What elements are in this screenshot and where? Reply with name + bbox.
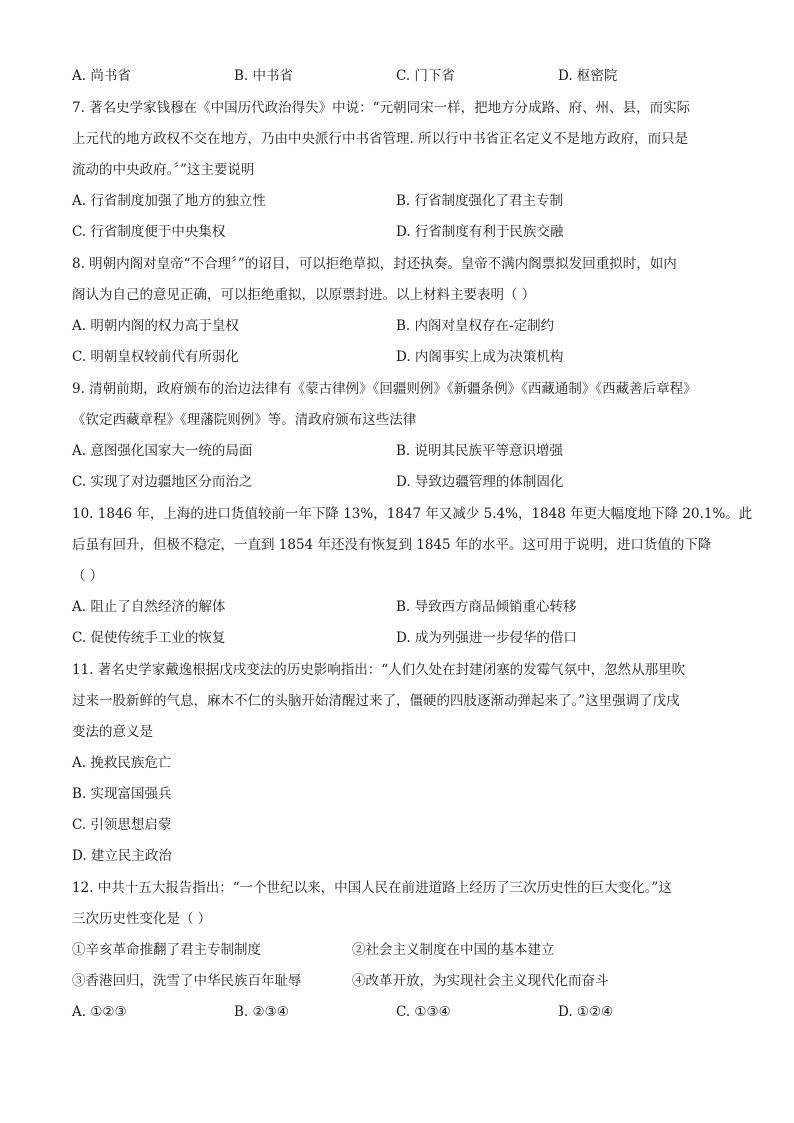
q9-stem-line: 9. 清朝前期，政府颁布的治边法律有《蒙古律例》《回疆则例》《新疆条例》《西藏通制》《西藏善后章程》 <box>72 381 697 397</box>
q9-option-b[interactable]: B. 说明其民族平等意识增强 <box>396 443 564 459</box>
q12-item-3: ③香港回归，洗雪了中华民族百年耻辱 <box>72 973 302 989</box>
q11-option-d[interactable]: D. 建立民主政治 <box>72 848 172 864</box>
q10-stem-line: （ ） <box>72 568 104 584</box>
q12-item-2: ②社会主义制度在中国的基本建立 <box>352 942 555 958</box>
q7-option-d[interactable]: D. 行省制度有利于民族交融 <box>396 224 564 240</box>
q12-option-d[interactable]: D. ①②④ <box>558 1004 614 1020</box>
q10-stem-line: 10. 1846 年，上海的进口货值较前一年下降 13%，1847 年又减少 5.4%，1848 年更大幅度地下降 20.1%。此 <box>72 506 753 522</box>
q8-option-d[interactable]: D. 内阁事实上成为决策机构 <box>396 349 564 365</box>
q12-stem-line: 三次历史性变化是（ ） <box>72 911 212 927</box>
q6-option-b[interactable]: B. 中书省 <box>234 68 294 84</box>
q12-option-b[interactable]: B. ②③④ <box>234 1004 289 1020</box>
q7-stem-line: 流动的中央政府。〞”这主要说明 <box>72 162 255 178</box>
q9-stem-line: 《钦定西藏章程》《理藩院则例》等。清政府颁布这些法律 <box>72 412 417 428</box>
q10-option-b[interactable]: B. 导致西方商品倾销重心转移 <box>396 599 577 615</box>
q8-stem-line: 阁认为自己的意见正确，可以拒绝重拟，以原票封进。以上材料主要表明（ ） <box>72 287 536 303</box>
q8-stem-line: 8. 明朝内阁对皇帝“不合理〞”的诏目，可以拒绝草拟，封还执奏。皇帝不满内阁票拟发回重拟时，如内 <box>72 256 677 272</box>
q10-option-d[interactable]: D. 成为列强进一步侵华的借口 <box>396 630 577 646</box>
q9-option-c[interactable]: C. 实现了对边疆地区分而治之 <box>72 474 253 490</box>
q7-option-b[interactable]: B. 行省制度强化了君主专制 <box>396 193 564 209</box>
q7-stem-line: 上元代的地方政权不交在地方，乃由中央派行中书省管理. 所以行中书省正名定义不是地方政府，而只是 <box>72 131 689 147</box>
q8-option-b[interactable]: B. 内阁对皇权存在-定制约 <box>396 318 555 334</box>
q9-option-d[interactable]: D. 导致边疆管理的体制固化 <box>396 474 564 490</box>
q11-stem-line: 过来一股新鲜的气息，麻木不仁的头脑开始清醒过来了，僵硬的四肢逐渐动弹起来了。”这里强调了戊戌 <box>72 693 680 709</box>
q7-option-a[interactable]: A. 行省制度加强了地方的独立性 <box>72 193 266 209</box>
q11-option-c[interactable]: C. 引领思想启蒙 <box>72 817 172 833</box>
q12-item-4: ④改革开放，为实现社会主义现代化而奋斗 <box>352 973 609 989</box>
q9-option-a[interactable]: A. 意图强化国家大一统的局面 <box>72 443 253 459</box>
q10-option-a[interactable]: A. 阻止了自然经济的解体 <box>72 599 226 615</box>
q11-stem-line: 11. 著名史学家戴逸根据戊戌变法的历史影响指出：“人们久处在封建闭塞的发霉气氛中，忽然从那里吹 <box>72 662 686 678</box>
q6-option-a[interactable]: A. 尚书省 <box>72 68 131 84</box>
q10-option-c[interactable]: C. 促使传统手工业的恢复 <box>72 630 226 646</box>
q12-option-a[interactable]: A. ①②③ <box>72 1004 127 1020</box>
q11-stem-line: 变法的意义是 <box>72 724 153 740</box>
q12-stem-line: 12. 中共十五大报告指出：“一个世纪以来，中国人民在前进道路上经历了三次历史性的巨大变化。”这 <box>72 880 672 896</box>
q6-option-c[interactable]: C. 门下省 <box>396 68 455 84</box>
q7-option-c[interactable]: C. 行省制度便于中央集权 <box>72 224 226 240</box>
q6-option-d[interactable]: D. 枢密院 <box>558 68 618 84</box>
q12-item-1: ①辛亥革命推翻了君主专制制度 <box>72 942 261 958</box>
q10-stem-line: 后虽有回升，但极不稳定，一直到 1854 年还没有恢复到 1845 年的水平。这可用于说明，进口货值的下降 <box>72 537 712 553</box>
q8-option-a[interactable]: A. 明朝内阁的权力高于皇权 <box>72 318 239 334</box>
q7-stem-line: 7. 著名史学家钱穆在《中国历代政治得失》中说：“元朝同宋一样，把地方分成路、府、州、县，而实际 <box>72 100 691 116</box>
q12-option-c[interactable]: C. ①③④ <box>396 1004 451 1020</box>
q11-option-b[interactable]: B. 实现富国强兵 <box>72 786 172 802</box>
q11-option-a[interactable]: A. 挽救民族危亡 <box>72 755 172 771</box>
q8-option-c[interactable]: C. 明朝皇权较前代有所弱化 <box>72 349 239 365</box>
